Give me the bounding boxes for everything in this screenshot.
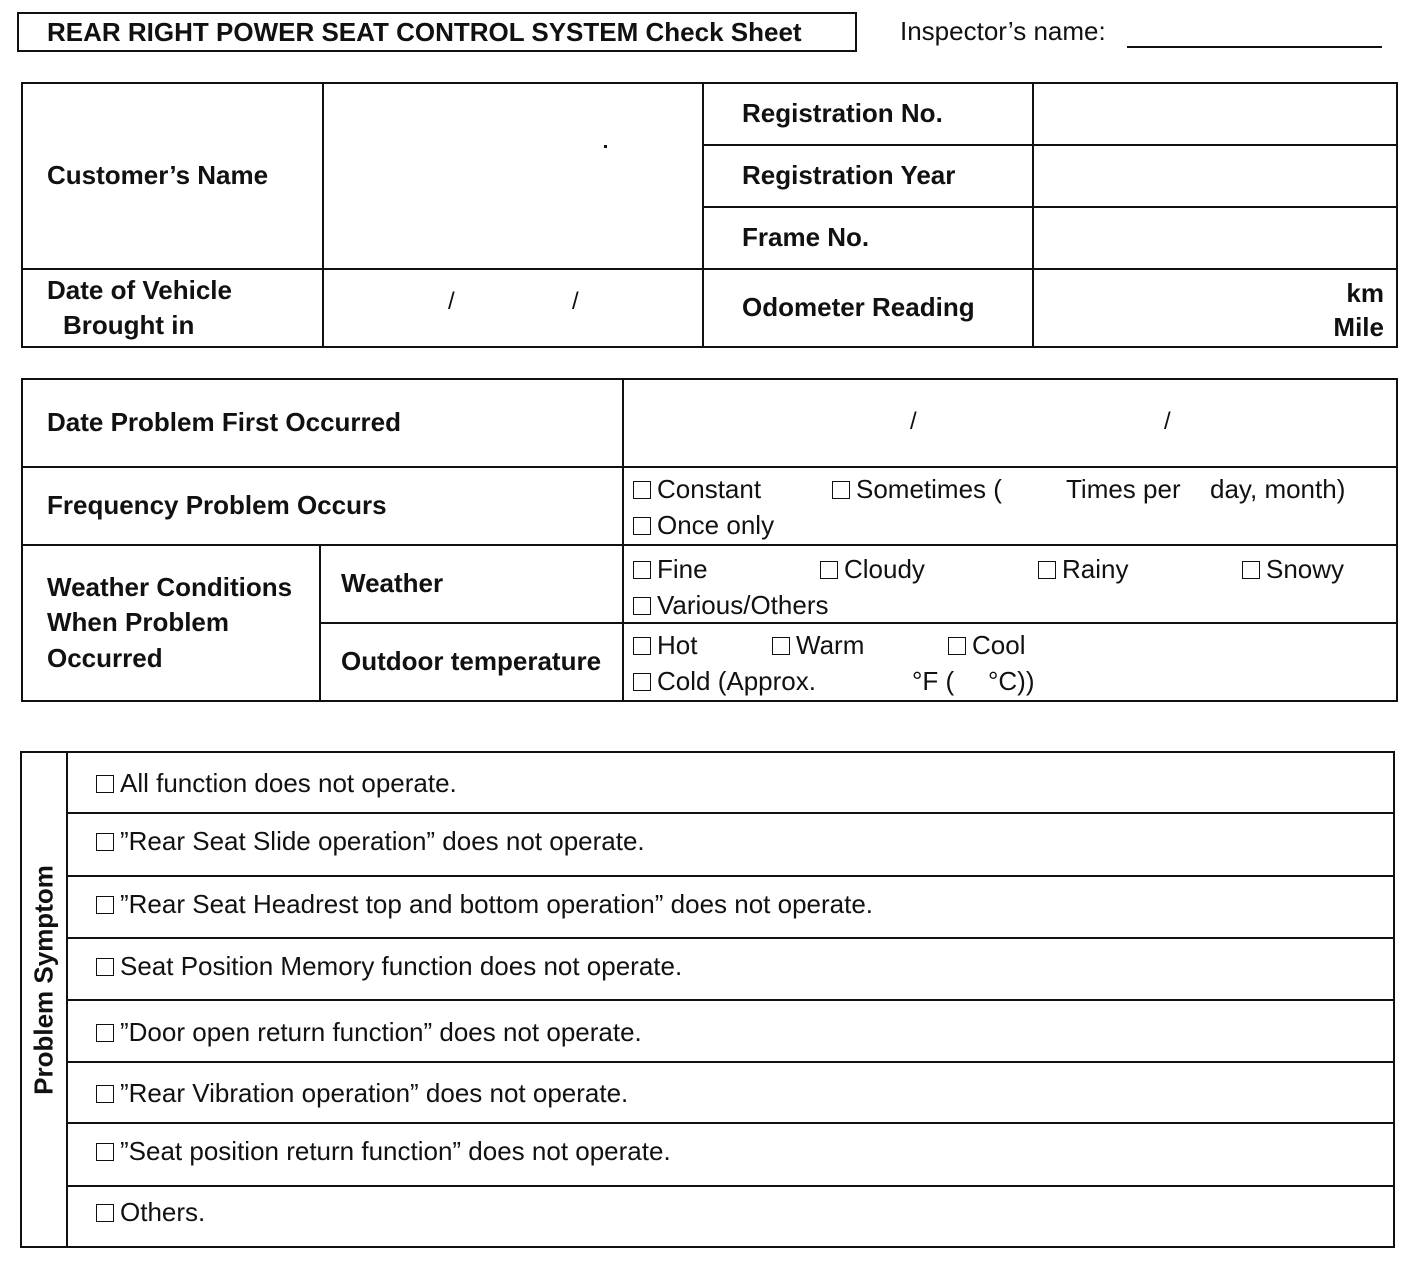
date-separator: / [448,288,455,315]
frequency-constant-option[interactable] [633,474,761,505]
symptom-item[interactable] [68,768,1393,799]
checkbox[interactable] [96,1143,114,1161]
registration-no-field[interactable] [1033,83,1397,145]
frame-no-field[interactable] [1033,207,1397,269]
customer-name-field[interactable] [323,83,703,269]
odometer-unit-km: km [1346,278,1384,308]
symptom-label: ”Rear Seat Slide operation” does not operate. [120,826,645,856]
row-divider [68,1122,1395,1124]
option-label: Warm [796,630,865,660]
checkbox[interactable] [96,833,114,851]
date-separator: / [572,288,579,315]
checkbox[interactable] [832,481,850,499]
frequency-once-option[interactable] [633,510,774,541]
option-label: Hot [657,630,698,660]
weather-snowy-option[interactable] [1242,554,1344,585]
option-label: Cold (Approx. [657,666,816,696]
checkbox[interactable] [820,561,838,579]
checkbox[interactable] [1242,561,1260,579]
row-divider [68,937,1395,939]
checkbox[interactable] [96,1085,114,1103]
symptom-item[interactable] [68,1078,1393,1109]
odometer-field[interactable] [1033,269,1397,347]
date-vehicle-brought-field[interactable] [323,269,703,347]
symptom-item[interactable] [68,1017,1393,1048]
frequency-options [623,467,1397,545]
temperature-warm-option[interactable] [772,630,864,661]
checkbox[interactable] [96,775,114,793]
checkbox[interactable] [633,481,651,499]
registration-year-label: Registration Year [703,145,1033,207]
symptom-label: Others. [120,1197,206,1227]
temperature-cold-option[interactable] [633,666,816,697]
checkbox[interactable] [96,958,114,976]
temperature-label: Outdoor temperature [320,623,623,701]
checkbox[interactable] [633,637,651,655]
checkbox[interactable] [96,1024,114,1042]
symptom-item[interactable] [68,1197,1393,1228]
symptom-label: ”Seat position return function” does not operate. [120,1136,671,1166]
checkbox[interactable] [772,637,790,655]
odometer-label: Odometer Reading [703,269,1033,347]
option-label: Sometimes ( [856,474,1002,504]
problem-occurrence-table [21,378,1398,702]
checkbox[interactable] [1038,561,1056,579]
weather-fine-option[interactable] [633,554,708,585]
checkbox[interactable] [633,517,651,535]
label-line: Occurred [47,642,163,673]
label-line: When Problem [47,607,230,638]
option-label: Rainy [1062,554,1129,584]
fahrenheit-label: °F ( [912,666,955,696]
temperature-cool-option[interactable] [948,630,1025,661]
weather-conditions-label [22,545,320,701]
symptom-label: ”Rear Seat Headrest top and bottom operation” does not operate. [120,889,874,919]
row-divider [68,1185,1395,1187]
option-label: Fine [657,554,708,584]
date-vehicle-brought-label [22,269,323,347]
checkbox[interactable] [633,673,651,691]
times-per-label: Times per [1066,474,1181,504]
symptom-label: ”Door open return function” does not operate. [120,1017,642,1047]
problem-symptom-label: Problem Symptom [28,865,59,1095]
symptom-label: ”Rear Vibration operation” does not operate. [120,1078,629,1108]
stray-mark [604,145,607,148]
option-label: Once only [657,510,775,540]
temperature-hot-option[interactable] [633,630,697,661]
checkbox[interactable] [633,561,651,579]
weather-options [623,545,1397,623]
date-vehicle-label-line2: Brought in [63,310,195,340]
weather-rainy-option[interactable] [1038,554,1128,585]
date-vehicle-label-line1: Date of Vehicle [47,274,232,305]
checkbox[interactable] [96,1204,114,1222]
weather-various-option[interactable] [633,590,828,621]
date-separator: / [910,408,917,435]
temperature-options [623,623,1397,701]
option-label: Snowy [1266,554,1345,584]
option-label: Constant [657,474,762,504]
row-divider [68,999,1395,1001]
symptom-item[interactable] [68,951,1393,982]
check-sheet-title: REAR RIGHT POWER SEAT CONTROL SYSTEM Check Sheet [17,12,857,52]
date-first-occurred-field[interactable] [623,379,1397,467]
date-first-occurred-label: Date Problem First Occurred [22,379,623,467]
frequency-label: Frequency Problem Occurs [22,467,623,545]
frequency-sometimes-option[interactable] [832,474,1002,505]
registration-year-field[interactable] [1033,145,1397,207]
checkbox[interactable] [948,637,966,655]
symptom-item[interactable] [68,1136,1393,1167]
customer-info-table [21,82,1398,348]
weather-label: Weather [320,545,623,623]
symptom-item[interactable] [68,889,1393,920]
registration-no-label: Registration No. [703,83,1033,145]
checkbox[interactable] [96,896,114,914]
checkbox[interactable] [633,597,651,615]
day-month-label: day, month) [1210,474,1346,504]
row-divider [68,875,1395,877]
option-label: Various/Others [657,590,829,620]
option-label: Cool [972,630,1026,660]
symptom-item[interactable] [68,826,1393,857]
date-separator: / [1164,408,1171,435]
celsius-label: °C)) [988,666,1035,696]
symptom-label: All function does not operate. [120,768,457,798]
frame-no-label: Frame No. [703,207,1033,269]
row-divider [68,812,1395,814]
inspector-name-field[interactable] [1127,46,1382,48]
symptom-label: Seat Position Memory function does not operate. [120,951,683,981]
option-label: Cloudy [844,554,925,584]
customer-name-label: Customer’s Name [22,83,323,269]
row-divider [68,1061,1395,1063]
inspector-name-label: Inspector’s name: [900,16,1106,46]
odometer-unit-mile: Mile [1333,312,1384,342]
weather-cloudy-option[interactable] [820,554,925,585]
label-line: Weather Conditions [47,572,293,603]
